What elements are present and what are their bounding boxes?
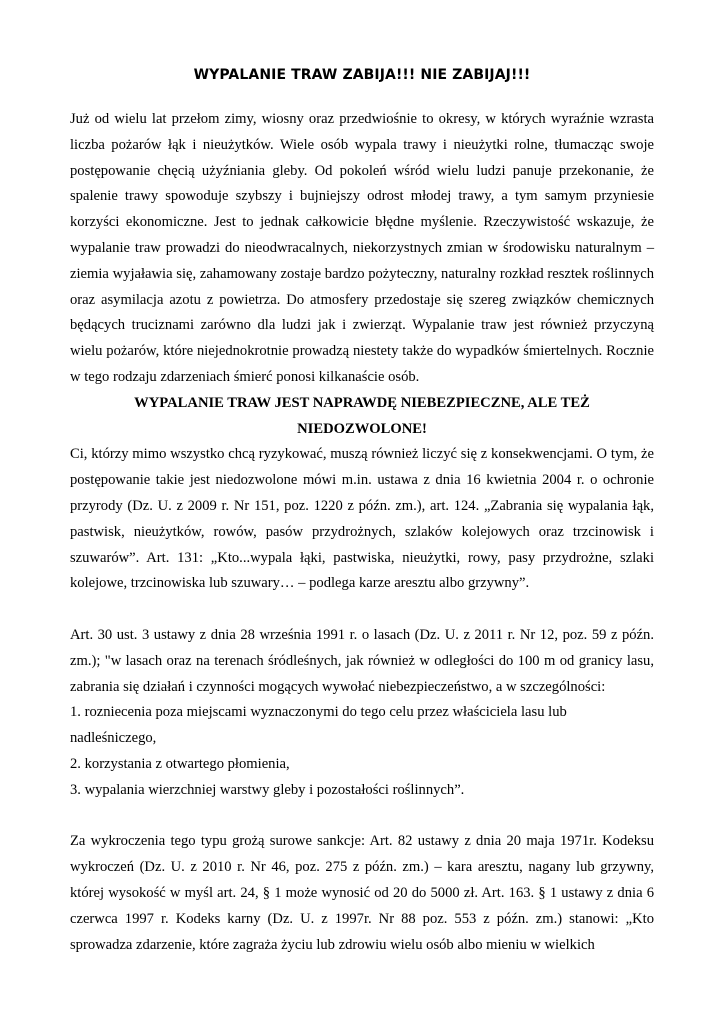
nature-protection-paragraph: Ci, którzy mimo wszystko chcą ryzykować, muszą również liczyć się z konsekwencjami. O tym, że postępowanie takie jest niedozwolone mówi m.in. ustawa z dnia 16 kwietnia 2004 r. o ochronie przyrody (Dz. U. z 2009 r. Nr 151, poz. 1220 z późn. zm.), art. 124. „Zabrania się wypalania łąk, pastwisk, nieużytków, rowów, pasów przydrożnych, szlaków kolejowych oraz trzcinowisk i szuwarów”. Art. 131: „Kto...wypala łąki, pastwiska, nieużytki, rowy, pasy przydrożne, szlaki kolejowe, trzcinowiska lub szuwary… – podlega karze aresztu albo grzywny”.: [70, 446, 654, 592]
paragraph-spacer: [70, 597, 654, 623]
paragraph-spacer: [70, 804, 654, 830]
forest-act-paragraph: Art. 30 ust. 3 ustawy z dnia 28 września 1991 r. o lasach (Dz. U. z 2011 r. Nr 12, poz. 59 z późn. zm.); "w lasach oraz na terenach śródleśnych, jak również w odległości do 100 m od granicy lasu, zabrania się działań i czynności mogących wywołać niebezpieczeństwo, a w szczególności:: [70, 626, 654, 695]
document-page: [70, 62, 654, 958]
sanctions-paragraph: Za wykroczenia tego typu grożą surowe sankcje: Art. 82 ustawy z dnia 20 maja 1971r. Kodeksu wykroczeń (Dz. U. z 2010 r. Nr 46, poz. 275 z późn. zm.) – kara aresztu, nagany lub grzywny, której wysokość w myśl art. 24, § 1 może wynosić od 20 do 5000 zł. Art. 163. § 1 ustawy z dnia 6 czerwca 1997 r. Kodeks karny (Dz. U. z 1997r. Nr 88 poz. 553 z późn. zm.) stanowi: „Kto sprowadza zdarzenie, które zagraża życiu lub zdrowiu wielu osób albo mieniu w wielkich: [70, 833, 654, 953]
warning-subheading: WYPALANIE TRAW JEST NAPRAWDĘ NIEBEZPIECZNE, ALE TEŻ NIEDOZWOLONE!: [134, 394, 590, 437]
document-title: WYPALANIE TRAW ZABIJA!!! NIE ZABIJAJ!!!: [193, 67, 531, 83]
list-item: 3. wypalania wierzchniej warstwy gleby i pozostałości roślinnych”.: [70, 781, 465, 798]
list-item: 2. korzystania z otwartego płomienia,: [70, 755, 290, 772]
list-item: 1. rozniecenia poza miejscami wyznaczonymi do tego celu przez właściciela lasu lub nadleśniczego,: [70, 704, 567, 747]
intro-paragraph: Już od wielu lat przełom zimy, wiosny oraz przedwiośnie to okresy, w których wyraźnie wzrasta liczba pożarów łąk i nieużytków. Wiele osób wypala trawy i nieużytki rolne, tłumacząc swoje postępowanie chęcią użyźniania gleby. Od pokoleń wśród wielu ludzi panuje przekonanie, że spalenie trawy spowoduje szybszy i bujniejszy odrost młodej trawy, a tym samym przyniesie korzyści ekonomiczne. Jest to jednak całkowicie błędne myślenie. Rzeczywistość wskazuje, że wypalanie traw prowadzi do nieodwracalnych, niekorzystnych zmian w środowisku naturalnym – ziemia wyjaławia się, zahamowany zostaje bardzo pożyteczny, naturalny rozkład resztek roślinnych oraz asymilacja azotu z powietrza. Do atmosfery przedostaje się szereg związków chemicznych będących truciznami zarówno dla ludzi jak i zwierząt. Wypalanie traw jest również przyczyną wielu pożarów, które niejednokrotnie prowadzą niestety także do wypadków śmiertelnych. Rocznie w tego rodzaju zdarzeniach śmierć ponosi kilkanaście osób.: [70, 111, 654, 385]
